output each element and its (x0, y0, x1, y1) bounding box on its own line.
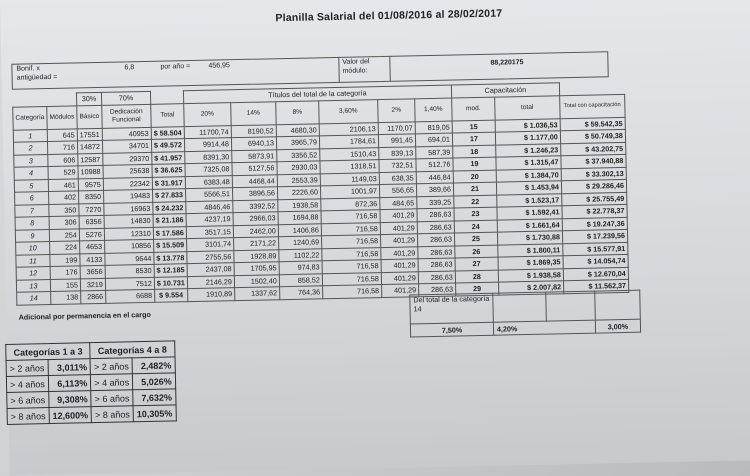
cell-8pct: 1406,86 (278, 223, 321, 236)
bonus-pct-1: 12,600% (49, 407, 92, 424)
cell-total-con-cap: $ 19.247,36 (562, 217, 627, 231)
header-total-con-capacitacion: Total con capacitación (560, 94, 625, 118)
cell-categoria: 3 (14, 154, 48, 167)
cell-basico: 10988 (78, 165, 103, 178)
cell-14pct: 5127,56 (232, 162, 277, 175)
cell-cap-mod: 27 (455, 257, 498, 270)
cell-total: $ 58.504 (151, 126, 184, 139)
info-divider-2 (389, 56, 391, 81)
cell-basico: 4133 (80, 253, 105, 266)
cell-dedicacion: 19483 (103, 189, 152, 203)
cell-20pct: 4237,19 (186, 213, 233, 226)
cell-2pct: 732,51 (379, 159, 416, 172)
cell-3-60pct: 716,58 (321, 210, 380, 224)
header-8pct: 8% (276, 100, 319, 124)
cell-1-40pct: 286,63 (418, 258, 455, 271)
page-title: Planilla Salarial del 01/08/2016 al 28/02/2017 (275, 7, 503, 25)
bonus-pct-2: 5,026% (132, 373, 175, 390)
cell-3-60pct: 1784,61 (319, 135, 378, 149)
bonus-pct-2: 7,632% (133, 389, 176, 406)
cell-modulos: 176 (50, 266, 80, 279)
category-14-value-1: 7,50% (410, 322, 493, 337)
bonus-body (6, 357, 176, 425)
cell-cap-mod: 23 (454, 207, 497, 220)
cell-2pct: 839,13 (379, 146, 416, 159)
bonus-years-1: > 4 años (6, 376, 48, 393)
cell-1-40pct: 587,39 (416, 146, 453, 159)
cell-total-con-cap: $ 17.239,56 (562, 229, 627, 243)
cell-modulos: 155 (50, 278, 80, 291)
cell-1-40pct: 286,63 (417, 208, 454, 221)
cell-20pct: 2437,08 (187, 263, 234, 276)
modulo-label: módulo: (342, 67, 368, 75)
cell-3-60pct: 716,58 (321, 235, 380, 249)
cell-14pct: 3392,52 (233, 199, 278, 212)
cell-total: $ 36.625 (152, 164, 185, 177)
cell-8pct: 3356,52 (277, 148, 320, 161)
cell-basico: 6356 (79, 215, 104, 228)
cell-total: $ 49.572 (151, 139, 184, 152)
cell-8pct: 1694,88 (278, 211, 321, 224)
cell-modulos: 350 (49, 203, 79, 216)
cell-cap-mod: 21 (453, 182, 496, 195)
antiguedad-label: antigüedad = (16, 73, 58, 82)
por-ano-value: 456,95 (208, 62, 230, 70)
cell-cap-total: $ 1.592,41 (497, 206, 562, 220)
cell-20pct: 11700,74 (184, 125, 231, 138)
cell-1-40pct: 339,25 (417, 196, 454, 209)
cell-total-con-cap: $ 14.054,74 (563, 254, 628, 268)
cell-8pct: 1240,69 (278, 236, 321, 249)
cell-categoria: 1 (13, 129, 47, 142)
cell-basico: 3219 (80, 278, 105, 291)
bonif-value: 6,8 (124, 64, 135, 72)
cell-total: $ 10.731 (154, 276, 187, 289)
bonus-years-2: > 6 años (91, 390, 133, 407)
cell-cap-mod: 28 (455, 270, 498, 283)
cell-dedicacion: 34701 (102, 139, 151, 153)
category-14-table (409, 290, 641, 338)
cell-20pct: 2755,56 (187, 250, 234, 263)
cell-1-40pct: 389,66 (416, 183, 453, 196)
cell-total-con-cap: $ 12.670,04 (563, 267, 628, 281)
cell-2pct: 401,29 (380, 209, 417, 222)
cell-categoria: 2 (13, 142, 47, 155)
cell-cap-mod: 22 (454, 195, 497, 208)
cell-modulos: 224 (50, 241, 80, 254)
cell-categoria: 13 (16, 279, 50, 292)
cell-14pct: 6940,13 (231, 137, 276, 150)
cell-categoria: 6 (15, 192, 49, 205)
cell-cap-total: $ 1.036,53 (495, 118, 560, 132)
header-dedicacion: Dedicación Funcional (102, 104, 151, 128)
cell-dedicacion: 25638 (103, 164, 152, 178)
cell-8pct: 858,52 (279, 273, 322, 286)
cell-14pct: 1337,62 (234, 287, 279, 300)
cell-total-con-cap: $ 50.749,38 (560, 129, 625, 143)
cell-3-60pct: 1510,43 (320, 147, 379, 161)
cell-modulos: 606 (48, 153, 78, 166)
cell-total-con-cap: $ 43.202,75 (561, 142, 626, 156)
cell-20pct: 8391,30 (185, 150, 232, 163)
cell-dedicacion: 22342 (103, 177, 152, 191)
cell-20pct: 6383,48 (185, 175, 232, 188)
cell-8pct: 1102,22 (279, 248, 322, 261)
cell-total: $ 27.833 (152, 189, 185, 202)
header-titulos: Títulos del total de la categoría (183, 85, 451, 103)
header-1-40pct: 1,40% (415, 98, 452, 122)
cell-basico: 8350 (78, 190, 103, 203)
cell-categoria: 8 (15, 217, 49, 230)
cell-categoria: 4 (14, 167, 48, 180)
cell-8pct: 3965,79 (276, 136, 319, 149)
bonus-years-1: > 2 años (6, 360, 48, 377)
cell-total-con-cap: $ 11.562,37 (563, 279, 628, 293)
cell-20pct: 3517,15 (186, 225, 233, 238)
cell-total: $ 31.917 (152, 176, 185, 189)
cell-14pct: 1705,95 (234, 262, 279, 275)
cell-cap-mod: 19 (453, 157, 496, 170)
table-body (13, 117, 628, 305)
cell-1-40pct: 286,63 (418, 283, 455, 296)
cell-3-60pct: 1318,51 (320, 160, 379, 174)
cell-total: $ 21.186 (153, 214, 186, 227)
header-total: Total (151, 103, 184, 127)
cell-20pct: 5566,51 (185, 188, 232, 201)
cell-14pct: 8190,52 (231, 124, 276, 137)
cell-dedicacion: 8530 (105, 264, 154, 278)
cell-cap-mod: 15 (452, 120, 495, 133)
por-ano-label: por año = (160, 63, 191, 71)
cell-1-40pct: 694,01 (415, 133, 452, 146)
category-14-number: 14 (413, 304, 422, 314)
cell-1-40pct: 286,63 (417, 221, 454, 234)
header-categoria: Categoría (13, 106, 47, 130)
cell-2pct: 484,65 (380, 196, 417, 209)
category-14-label (410, 293, 494, 324)
cell-cap-total: $ 1.661,64 (497, 218, 562, 232)
cell-14pct: 2462,00 (233, 224, 278, 237)
header-mod: mod. (452, 97, 495, 121)
cell-1-40pct: 286,63 (418, 246, 455, 259)
cell-cap-total: $ 1.523,17 (497, 193, 562, 207)
cell-total-con-cap: $ 59.542,35 (560, 117, 625, 131)
bonus-years-1: > 6 años (7, 392, 49, 409)
cell-cap-total: $ 1.730,88 (497, 231, 562, 245)
cell-basico: 3656 (80, 265, 105, 278)
cell-total-con-cap: $ 25.755,49 (562, 192, 627, 206)
cell-basico: 17551 (77, 128, 102, 141)
cell-modulos: 138 (51, 291, 81, 304)
cell-total-con-cap: $ 33.302,13 (561, 167, 626, 181)
cell-modulos: 461 (48, 178, 78, 191)
cell-basico: 2866 (81, 290, 106, 303)
cell-dedicacion: 6688 (106, 289, 155, 303)
cell-dedicacion: 16963 (104, 202, 153, 216)
bonus-pct-2: 2,482% (132, 357, 175, 374)
cell-8pct: 974,83 (279, 261, 322, 274)
header-capacitacion: Capacitación (451, 83, 559, 98)
cell-2pct: 991,45 (378, 134, 415, 147)
cell-2pct: 401,29 (381, 259, 418, 272)
cell-2pct: 401,29 (381, 284, 418, 297)
cell-cap-mod: 17 (452, 132, 495, 145)
header-cap-total: total (495, 95, 560, 119)
cell-2pct: 638,35 (379, 171, 416, 184)
cell-3-60pct: 716,58 (321, 222, 380, 236)
category-14-label-text: Del total de la categoría (413, 293, 490, 305)
cell-1-40pct: 286,63 (418, 271, 455, 284)
category-14-value-2: 4,20% (493, 320, 595, 335)
cell-basico: 7270 (79, 203, 104, 216)
cell-total-con-cap: $ 22.778,37 (562, 204, 627, 218)
valor-label: Valor del (342, 58, 370, 66)
cell-basico: 9575 (78, 178, 103, 191)
cell-3-60pct: 716,58 (322, 247, 381, 261)
cell-categoria: 14 (17, 292, 51, 305)
cell-dedicacion: 12310 (104, 227, 153, 241)
cell-basico: 14872 (77, 140, 102, 153)
cell-20pct: 9914,48 (184, 138, 231, 151)
cell-14pct: 4468,44 (232, 174, 277, 187)
cell-basico: 5276 (79, 228, 104, 241)
cell-cap-total: $ 1.315,47 (496, 156, 561, 170)
cell-categoria: 10 (16, 242, 50, 255)
cell-cap-mod: 18 (453, 145, 496, 158)
cell-cap-mod: 29 (455, 282, 498, 295)
cell-total: $ 17.586 (153, 226, 186, 239)
cell-categoria: 9 (15, 229, 49, 242)
cell-8pct: 4680,30 (276, 123, 319, 136)
cell-total-con-cap: $ 29.286,46 (561, 179, 626, 193)
cell-total: $ 12.185 (154, 264, 187, 277)
cell-categoria: 7 (15, 204, 49, 217)
cell-cap-total: $ 1.384,70 (496, 168, 561, 182)
header-basico: Básico (77, 105, 102, 129)
cell-categoria: 11 (16, 254, 50, 267)
cell-total: $ 15.509 (153, 239, 186, 252)
cell-total-con-cap: $ 15.577,91 (563, 242, 628, 256)
cell-3-60pct: 872,36 (321, 197, 380, 211)
cell-3-60pct: 1001,97 (320, 185, 379, 199)
bonus-header-cat-4-8: Categorías 4 a 8 (90, 341, 175, 359)
cell-14pct: 1502,40 (234, 274, 279, 287)
header-30pct: 30% (76, 92, 101, 105)
cell-14pct: 1928,89 (234, 249, 279, 262)
cell-dedicacion: 14830 (104, 214, 153, 228)
cell-cap-mod: 20 (453, 170, 496, 183)
cell-cap-mod: 26 (455, 245, 498, 258)
cell-8pct: 1938,58 (278, 198, 321, 211)
cell-categoria: 12 (16, 267, 50, 280)
cell-3-60pct: 1149,03 (320, 172, 379, 186)
cell-1-40pct: 286,63 (417, 233, 454, 246)
cell-20pct: 1910,89 (187, 288, 234, 301)
cell-20pct: 2146,29 (187, 275, 234, 288)
cell-basico: 12587 (78, 153, 103, 166)
header-3-60pct: 3,60% (319, 99, 378, 123)
salary-table (12, 81, 629, 305)
header-14pct: 14% (231, 101, 276, 125)
bonus-years-1: > 8 años (7, 408, 49, 425)
cell-2pct: 1170,07 (378, 121, 415, 134)
cell-cap-total: $ 1.246,23 (496, 143, 561, 157)
cell-dedicacion: 9644 (105, 252, 154, 266)
cell-8pct: 2226,60 (277, 186, 320, 199)
cell-total: $ 41.957 (152, 151, 185, 164)
cell-1-40pct: 819,05 (415, 121, 452, 134)
cell-cap-total: $ 2.007,82 (498, 281, 563, 295)
info-divider-1 (338, 57, 340, 82)
header-70pct: 70% (101, 91, 150, 105)
cell-2pct: 401,29 (381, 246, 418, 259)
cell-modulos: 199 (50, 253, 80, 266)
cell-modulos: 645 (47, 128, 77, 141)
bonus-years-2: > 4 años (91, 374, 133, 391)
valor-modulo-value: 88,220175 (490, 59, 524, 67)
cell-2pct: 401,29 (380, 221, 417, 234)
cell-2pct: 401,29 (381, 271, 418, 284)
cell-modulos: 716 (47, 141, 77, 154)
header-modulos: Módulos (47, 105, 77, 129)
cell-total-con-cap: $ 37.940,88 (561, 154, 626, 168)
cell-total: $ 13.778 (154, 251, 187, 264)
cell-14pct: 3896,56 (232, 187, 277, 200)
category-14-value-3: 3,00% (595, 319, 640, 333)
cell-cap-total: $ 1.869,35 (498, 256, 563, 270)
cell-categoria: 5 (14, 179, 48, 192)
cell-dedicacion: 40953 (102, 127, 151, 141)
cell-14pct: 5873,91 (232, 149, 277, 162)
antiguedad-bonus-table (5, 340, 176, 425)
cell-basico: 4653 (79, 240, 104, 253)
bonus-years-2: > 2 años (90, 358, 132, 375)
header-20pct: 20% (184, 102, 231, 126)
bonus-pct-2: 10,305% (133, 405, 176, 422)
bonus-pct-1: 3,011% (48, 359, 91, 376)
cell-cap-mod: 24 (454, 220, 497, 233)
cell-3-60pct: 716,58 (322, 260, 381, 274)
cell-total: $ 9.554 (154, 289, 187, 302)
cell-modulos: 254 (49, 228, 79, 241)
cell-3-60pct: 2106,13 (319, 122, 378, 136)
bonus-pct-1: 9,308% (48, 391, 91, 408)
cell-14pct: 2966,03 (233, 212, 278, 225)
bonus-header-cat-1-3: Categorías 1 a 3 (6, 343, 91, 361)
cell-cap-total: $ 1.453,94 (496, 181, 561, 195)
cell-modulos: 402 (48, 191, 78, 204)
cell-cap-total: $ 1.800,11 (498, 243, 563, 257)
cell-dedicacion: 10856 (104, 239, 153, 253)
cell-modulos: 306 (49, 216, 79, 229)
bonus-years-2: > 8 años (91, 406, 133, 423)
cell-cap-total: $ 1.938,58 (498, 268, 563, 282)
cell-20pct: 4846,46 (186, 200, 233, 213)
cell-1-40pct: 446,84 (416, 171, 453, 184)
cell-3-60pct: 716,58 (322, 272, 381, 286)
cell-2pct: 401,29 (380, 234, 417, 247)
header-2pct: 2% (378, 98, 415, 122)
cell-8pct: 764,36 (279, 286, 322, 299)
cell-1-40pct: 512,76 (416, 158, 453, 171)
cell-total: $ 24.232 (153, 201, 186, 214)
cell-20pct: 3101,74 (186, 238, 233, 251)
cell-dedicacion: 7512 (105, 277, 154, 291)
cell-3-60pct: 716,58 (322, 285, 381, 299)
cell-cap-mod: 25 (454, 232, 497, 245)
bonif-label: Bonif. x (16, 65, 40, 73)
bonus-row (7, 405, 176, 425)
cell-8pct: 2553,39 (277, 173, 320, 186)
cell-8pct: 2930,03 (277, 161, 320, 174)
cell-dedicacion: 29370 (103, 152, 152, 166)
adicional-label: Adicional por permanencia en el cargo (18, 309, 151, 322)
cell-2pct: 556,65 (379, 184, 416, 197)
bonus-pct-1: 6,113% (48, 375, 91, 392)
cell-modulos: 529 (48, 166, 78, 179)
cell-20pct: 7325,08 (185, 163, 232, 176)
cell-cap-total: $ 1.177,00 (495, 131, 560, 145)
cell-14pct: 2171,22 (233, 237, 278, 250)
